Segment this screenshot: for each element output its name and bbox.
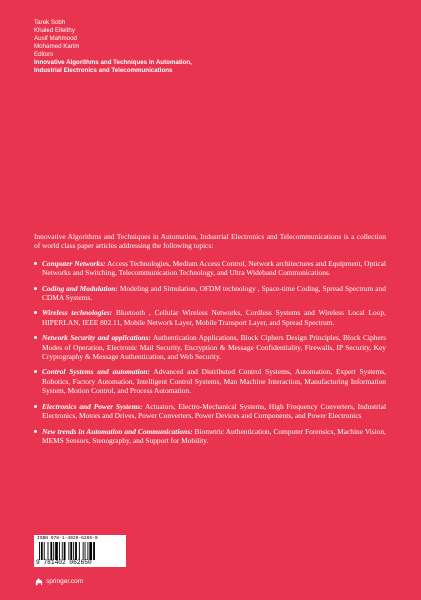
topic-item: [34, 427, 386, 446]
barcode-bar: [55, 542, 58, 560]
intro-paragraph: Innovative Algorithms and Techniques in Automation, Industrial Electronics and Telecommunications is a collection of world class paper articles addressing the following topics:: [34, 232, 386, 251]
bullet-icon: [34, 262, 37, 265]
barcode-bar: [93, 542, 95, 560]
editors-block: [34, 19, 192, 75]
barcode-bar: [50, 542, 52, 560]
topic-item: [34, 333, 386, 361]
topic-list: [34, 259, 386, 446]
barcode-bar: [59, 542, 60, 560]
barcode-bar: [39, 542, 40, 560]
barcode-bar: [83, 542, 84, 560]
springer-horse-icon: [34, 577, 43, 586]
editors-label: Editors: [34, 51, 54, 58]
topic-item: [34, 308, 386, 327]
publisher-url: springer.com: [46, 577, 84, 585]
editor-name: Ausif Mahmood: [34, 35, 77, 42]
bullet-icon: [34, 430, 37, 433]
barcode-bar: [70, 542, 72, 560]
topic-text: Actuators, Electro-Mechanical Systems, High Frequency Converters, Industrial Electronics, Motors and Drives, Power Converters, Power Devices and Components, and Power Electronics: [42, 401, 387, 421]
book-title-line-1: Innovative Algorithms and Techniques in Automation,: [34, 59, 192, 66]
barcode-bar: [89, 542, 92, 560]
barcode-bar: [64, 542, 66, 560]
editor-name: Mohamed Karim: [34, 43, 80, 50]
barcode-bar: [73, 542, 74, 560]
bullet-icon: [34, 336, 37, 339]
topic-text: Bluetooth , Cellular Wireless Networks, Cordless Systems and Wireless Local Loop, HIPERLAN, IEEE 802.11, Mobile Network Layer, Mobile Transport Layer, and Spread Spectrum.: [42, 308, 386, 327]
topic-text: Authentication Applications, Block Ciphers Design Principles, Block Ciphers Modes of Operation, Electronic Mail Security, Encryption & Message Confidentiality, Firewalls, IP Security, Key Cryptography & Message Authentication, and Web Security.: [42, 333, 386, 362]
barcode-bar: [44, 542, 45, 560]
back-cover-text: [34, 232, 386, 451]
isbn-text: ISBN 978-1-4020-6265-0: [37, 536, 98, 541]
isbn-barcode: [34, 535, 126, 567]
editor-name: Khaled Elleithy: [34, 27, 75, 34]
topic-item: [34, 259, 386, 278]
bullet-icon: [34, 405, 37, 408]
barcode-bar: [79, 542, 80, 560]
ean-digits: 9 781402 062650: [36, 559, 92, 566]
topic-item: [34, 367, 386, 395]
barcode-bar: [68, 542, 69, 560]
barcode-bar: [41, 542, 43, 560]
barcode-bar: [85, 542, 86, 560]
barcode-bar: [53, 542, 54, 560]
topic-heading: Electronics and Power Systems:: [42, 401, 143, 411]
topic-heading: Network Security and applications:: [42, 333, 151, 343]
topic-item: [34, 402, 386, 421]
barcode-bar: [87, 542, 88, 560]
barcode-bar: [48, 542, 49, 560]
barcode-bar: [75, 542, 77, 560]
topic-text: Biometric Authentication, Computer Forensics, Machine Vision, MEMS Sensors, Stenography, and Support for Mobility.: [42, 426, 386, 445]
book-title-line-2: Industrial Electronics and Telecommunications: [34, 67, 173, 74]
topic-text: Modeling and Simulation, OFDM technology , Space-time Coding, Spread Spectrum and CDMA Systems.: [42, 283, 386, 303]
topic-heading: Coding and Modulation:: [42, 283, 118, 293]
topic-text: Advanced and Distributed Control Systems, Automation, Expert Systems, Robotics, Factory Automation, Intelligent Control Systems, Man Machine Interaction, Manufacturing Information System, Motion Control, and Process Automation.: [42, 367, 386, 396]
barcode-bar: [62, 542, 63, 560]
bullet-icon: [34, 287, 37, 290]
bullet-icon: [34, 311, 37, 314]
topic-heading: Computer Networks:: [42, 258, 106, 268]
publisher-mark: [34, 577, 83, 586]
topic-heading: Control Systems and automation:: [42, 367, 150, 377]
topic-text: Access Technologies, Medium Access Control, Network architectures and Equipment, Optical Networks and Switching, Telecommunication Technology, and Ultra Wideband Communications.: [42, 258, 386, 278]
topic-item: [34, 284, 386, 303]
editor-name: Tarek Sobh: [34, 19, 66, 26]
topic-heading: New trends in Automation and Communications:: [42, 426, 193, 436]
barcode-bars: [38, 542, 122, 560]
topic-heading: Wireless technologies:: [42, 308, 113, 318]
bullet-icon: [34, 370, 37, 373]
